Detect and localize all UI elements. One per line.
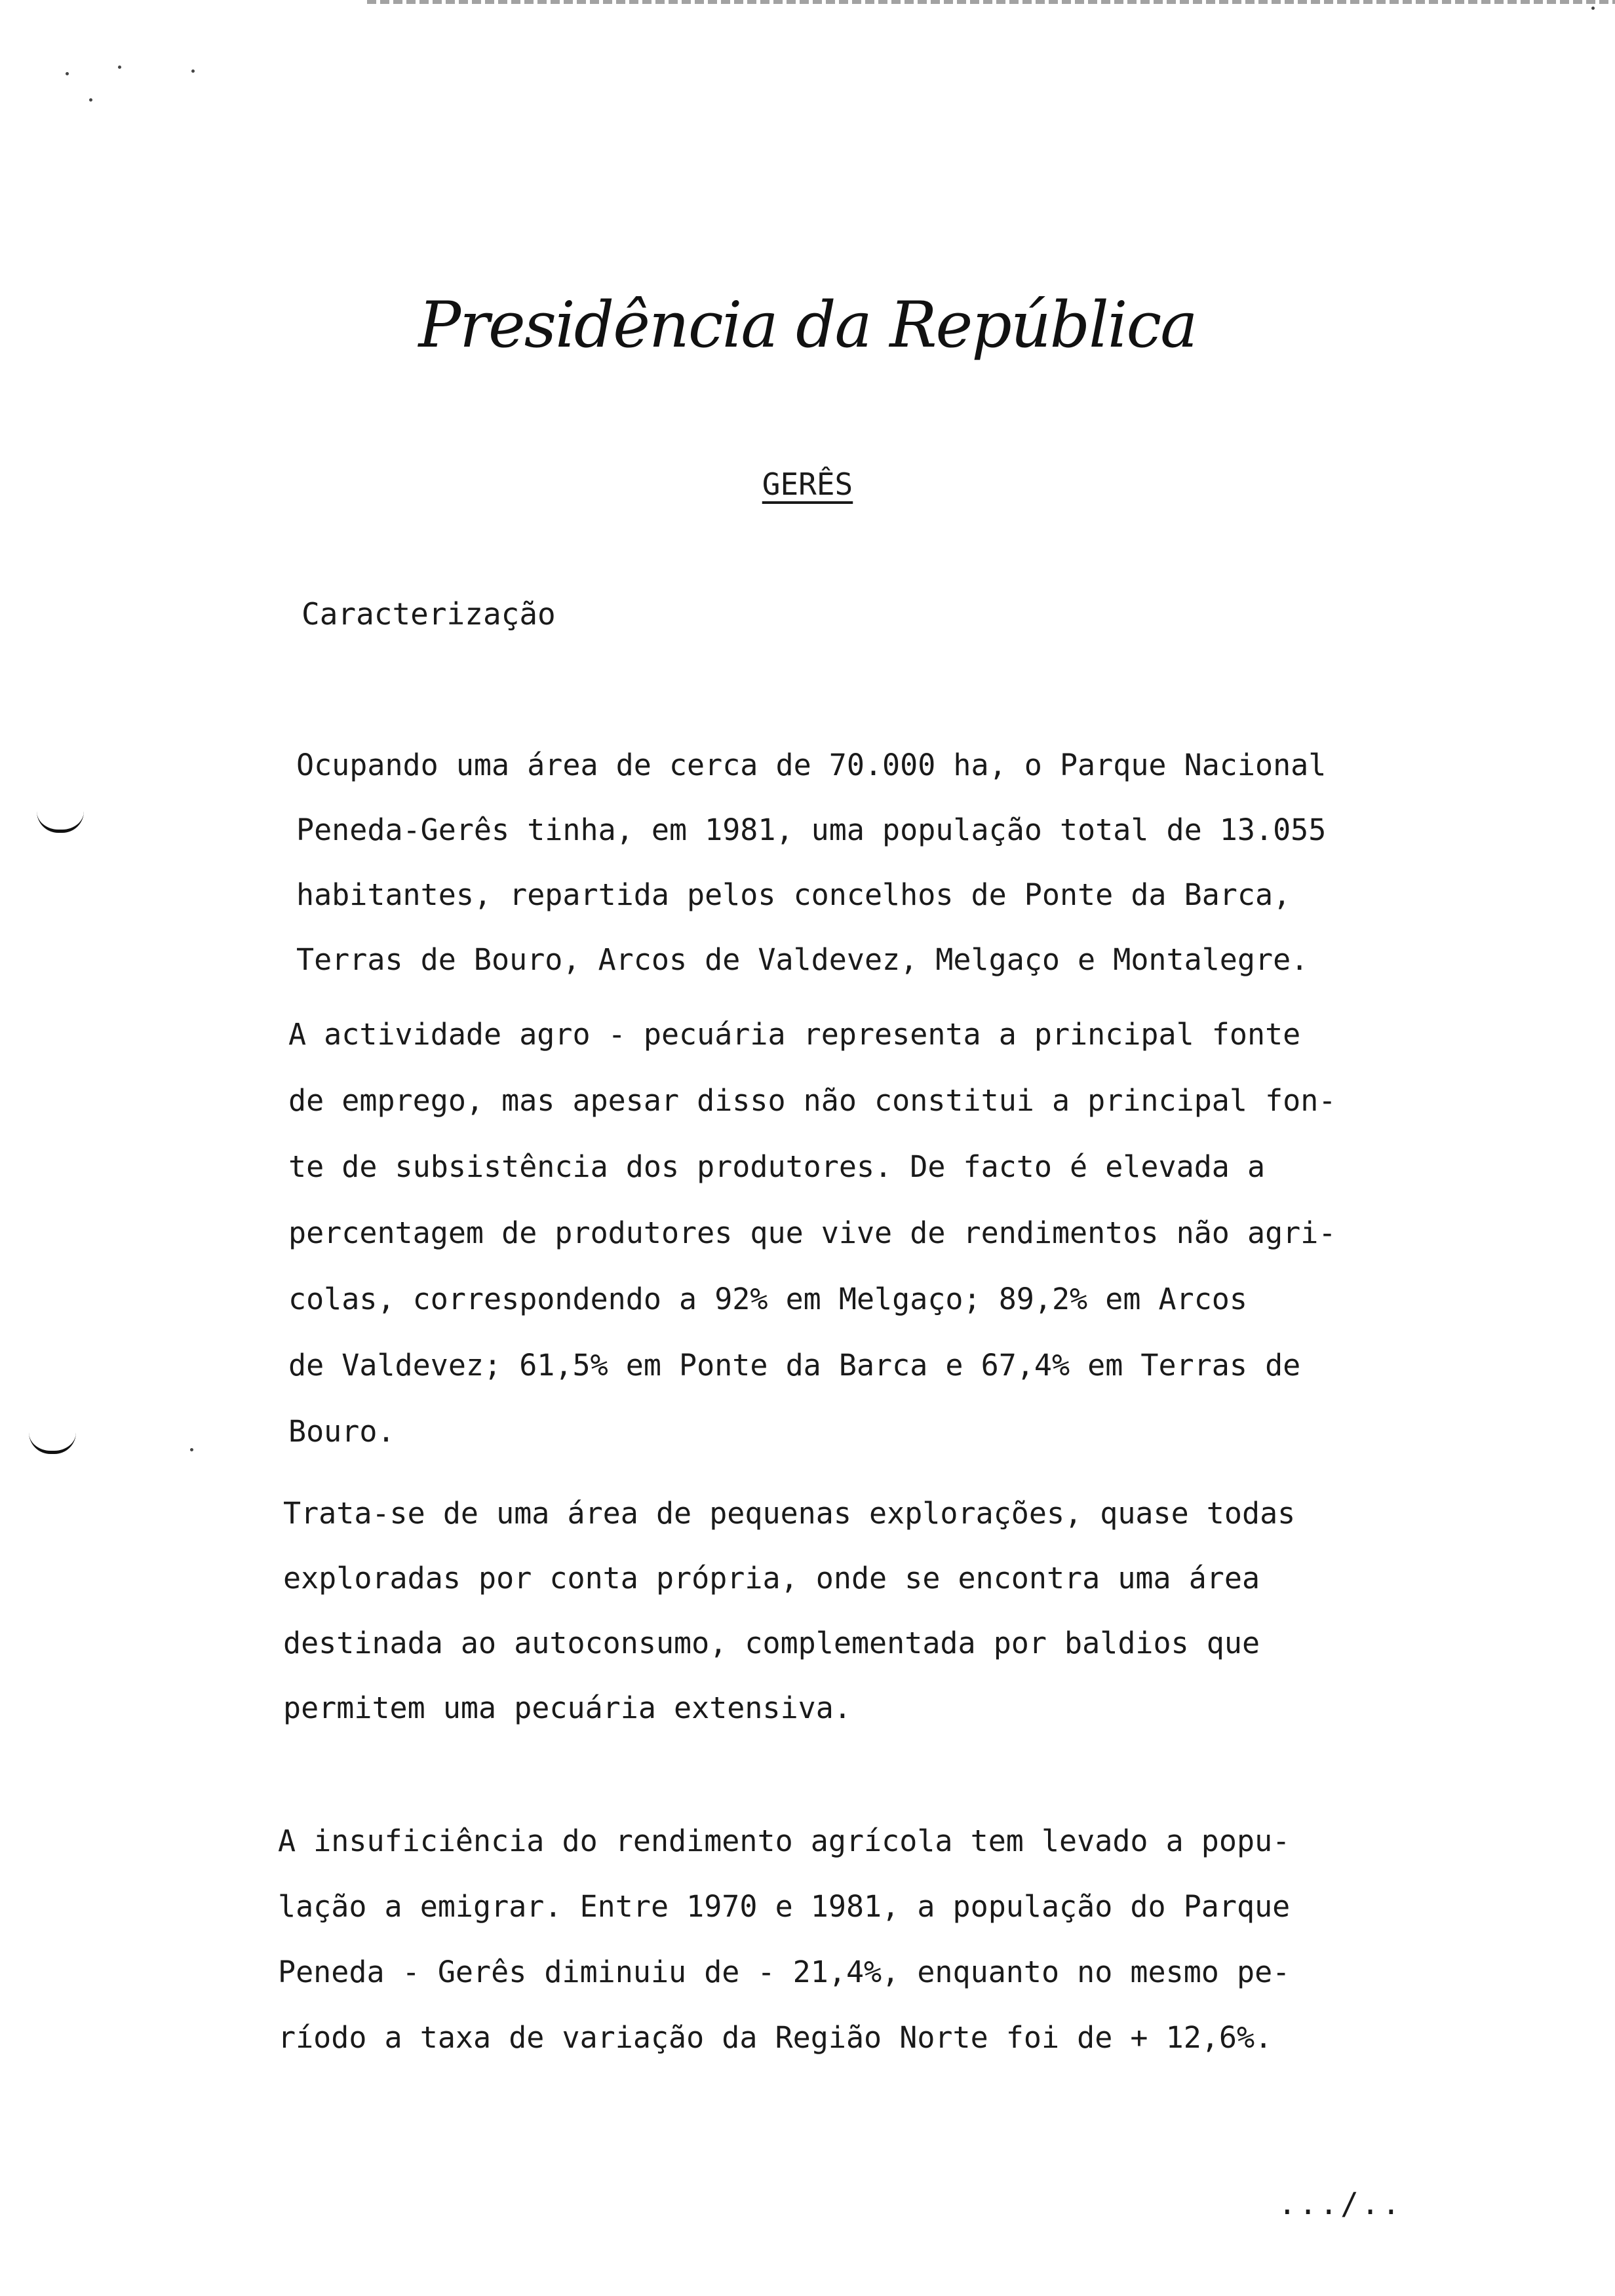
paragraph-line: Peneda - Gerês diminuiu de - 21,4%, enquanto no mesmo pe- — [278, 1955, 1291, 1989]
margin-binding-mark — [37, 811, 84, 833]
paragraph-line: Peneda-Gerês tinha, em 1981, uma população total de 13.055 — [296, 813, 1327, 847]
document-heading — [0, 467, 1615, 502]
paragraph-line: Ocupando uma área de cerca de 70.000 ha, o Parque Nacional — [296, 748, 1327, 782]
paragraph-line: Bouro. — [288, 1414, 395, 1449]
paragraph — [278, 1808, 1290, 2071]
scan-speck — [66, 72, 69, 75]
top-scan-edge — [367, 0, 1615, 4]
paragraph — [288, 1001, 1336, 1464]
paragraph-line: lação a emigrar. Entre 1970 e 1981, a população do Parque — [278, 1889, 1291, 1924]
paragraph — [283, 1481, 1295, 1740]
paragraph-line: permitem uma pecuária extensiva. — [283, 1691, 851, 1725]
paragraph-line: ríodo a taxa de variação da Região Norte foi de + 12,6%. — [278, 2020, 1273, 2055]
paragraph — [296, 733, 1326, 992]
paragraph-line: A insuficiência do rendimento agrícola tem levado a popu- — [278, 1824, 1291, 1858]
continuation-marker: .../.. — [1278, 2186, 1403, 2221]
paragraph-line: Terras de Bouro, Arcos de Valdevez, Melgaço e Montalegre. — [296, 942, 1309, 977]
letterhead: Presidência da República — [418, 288, 1197, 362]
paragraph-line: de emprego, mas apesar disso não constitui a principal fon- — [288, 1083, 1336, 1118]
heading-text: GERÊS — [762, 467, 853, 502]
scan-speck — [89, 98, 92, 102]
scan-speck — [1591, 7, 1595, 10]
scan-speck — [190, 1448, 193, 1451]
paragraph-line: percentagem de produtores que vive de rendimentos não agri- — [288, 1215, 1336, 1250]
paragraph-line: destinada ao autoconsumo, complementada por baldios que — [283, 1626, 1260, 1660]
paragraph-line: de Valdevez; 61,5% em Ponte da Barca e 67,4% em Terras de — [288, 1348, 1301, 1383]
paragraph-line: exploradas por conta própria, onde se encontra uma área — [283, 1561, 1260, 1596]
scan-speck — [191, 69, 195, 73]
paragraph-line: A actividade agro - pecuária representa a principal fonte — [288, 1017, 1301, 1052]
paragraph-line: habitantes, repartida pelos concelhos de Ponte da Barca, — [296, 877, 1291, 912]
paragraph-line: colas, correspondendo a 92% em Melgaço; 89,2% em Arcos — [288, 1282, 1247, 1316]
paragraph-line: te de subsistência dos produtores. De facto é elevada a — [288, 1149, 1266, 1184]
paragraph-line: Trata-se de uma área de pequenas explorações, quase todas — [283, 1496, 1296, 1531]
section-title: Caracterização — [302, 596, 556, 632]
margin-binding-mark — [29, 1432, 76, 1454]
scan-speck — [118, 66, 121, 69]
